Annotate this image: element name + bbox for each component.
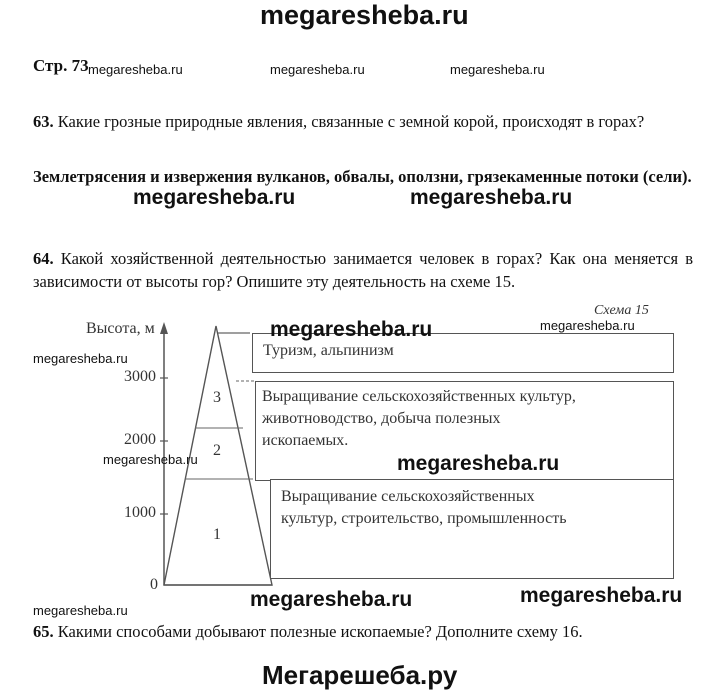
box-industry-text bbox=[281, 486, 567, 530]
axis-label: Высота, м bbox=[86, 320, 155, 337]
question-text: Какие грозные природные явления, связанные с земной корой, происходят в горах? bbox=[57, 112, 645, 131]
watermark: megaresheba.ru bbox=[103, 452, 198, 467]
question-text: Какими способами добывают полезные ископаемые? Дополните схему 16. bbox=[57, 622, 583, 641]
y-axis-arrow bbox=[160, 322, 168, 334]
box-line: культур, строительство, промышленность bbox=[281, 510, 567, 527]
question-65 bbox=[33, 620, 693, 643]
question-number: 65. bbox=[33, 622, 54, 641]
watermark: megaresheba.ru bbox=[270, 62, 365, 77]
watermark: megaresheba.ru bbox=[270, 318, 433, 341]
watermark: megaresheba.ru bbox=[520, 584, 683, 607]
zone-label-1: 1 bbox=[213, 526, 221, 543]
tick-label-2000: 2000 bbox=[124, 431, 156, 448]
watermark: megaresheba.ru bbox=[133, 186, 296, 209]
watermark: megaresheba.ru bbox=[540, 318, 635, 333]
zone-label-3: 3 bbox=[213, 389, 221, 406]
page-ref: Стр. 73 bbox=[33, 56, 89, 75]
box-agriculture-text bbox=[262, 386, 576, 452]
watermark: megaresheba.ru bbox=[33, 603, 128, 618]
box-line: Выращивание сельскохозяйственных культур, bbox=[262, 388, 576, 405]
watermark: megaresheba.ru bbox=[250, 588, 413, 611]
zone-label-2: 2 bbox=[213, 442, 221, 459]
site-title: megaresheba.ru bbox=[260, 0, 469, 30]
box-line: Выращивание сельскохозяйственных bbox=[281, 488, 535, 505]
footer-title: Мегарешеба.ру bbox=[262, 660, 458, 690]
watermark: megaresheba.ru bbox=[88, 62, 183, 77]
box-tourism-text: Туризм, альпинизм bbox=[263, 342, 394, 359]
tick-label-1000: 1000 bbox=[124, 504, 156, 521]
scheme-label: Схема 15 bbox=[594, 303, 649, 318]
question-number: 64. bbox=[33, 249, 54, 268]
tick-label-0: 0 bbox=[150, 576, 158, 593]
box-industry bbox=[270, 479, 674, 579]
watermark: megaresheba.ru bbox=[450, 62, 545, 77]
watermark: megaresheba.ru bbox=[33, 351, 128, 366]
box-line: животноводство, добыча полезных bbox=[262, 410, 501, 427]
watermark: megaresheba.ru bbox=[397, 452, 560, 475]
box-line: ископаемых. bbox=[262, 432, 349, 449]
tick-label-3000: 3000 bbox=[124, 368, 156, 385]
watermark: megaresheba.ru bbox=[410, 186, 573, 209]
answer-63: Землетрясения и извержения вулканов, обвалы, оползни, грязекаменные потоки (сели). bbox=[33, 167, 692, 186]
question-text: Какой хозяйственной деятельностью занимается человек в горах? Как она меняется в зависимости от высоты гор? Опишите эту деятельность на схеме 15. bbox=[33, 249, 694, 291]
question-number: 63. bbox=[33, 112, 54, 131]
